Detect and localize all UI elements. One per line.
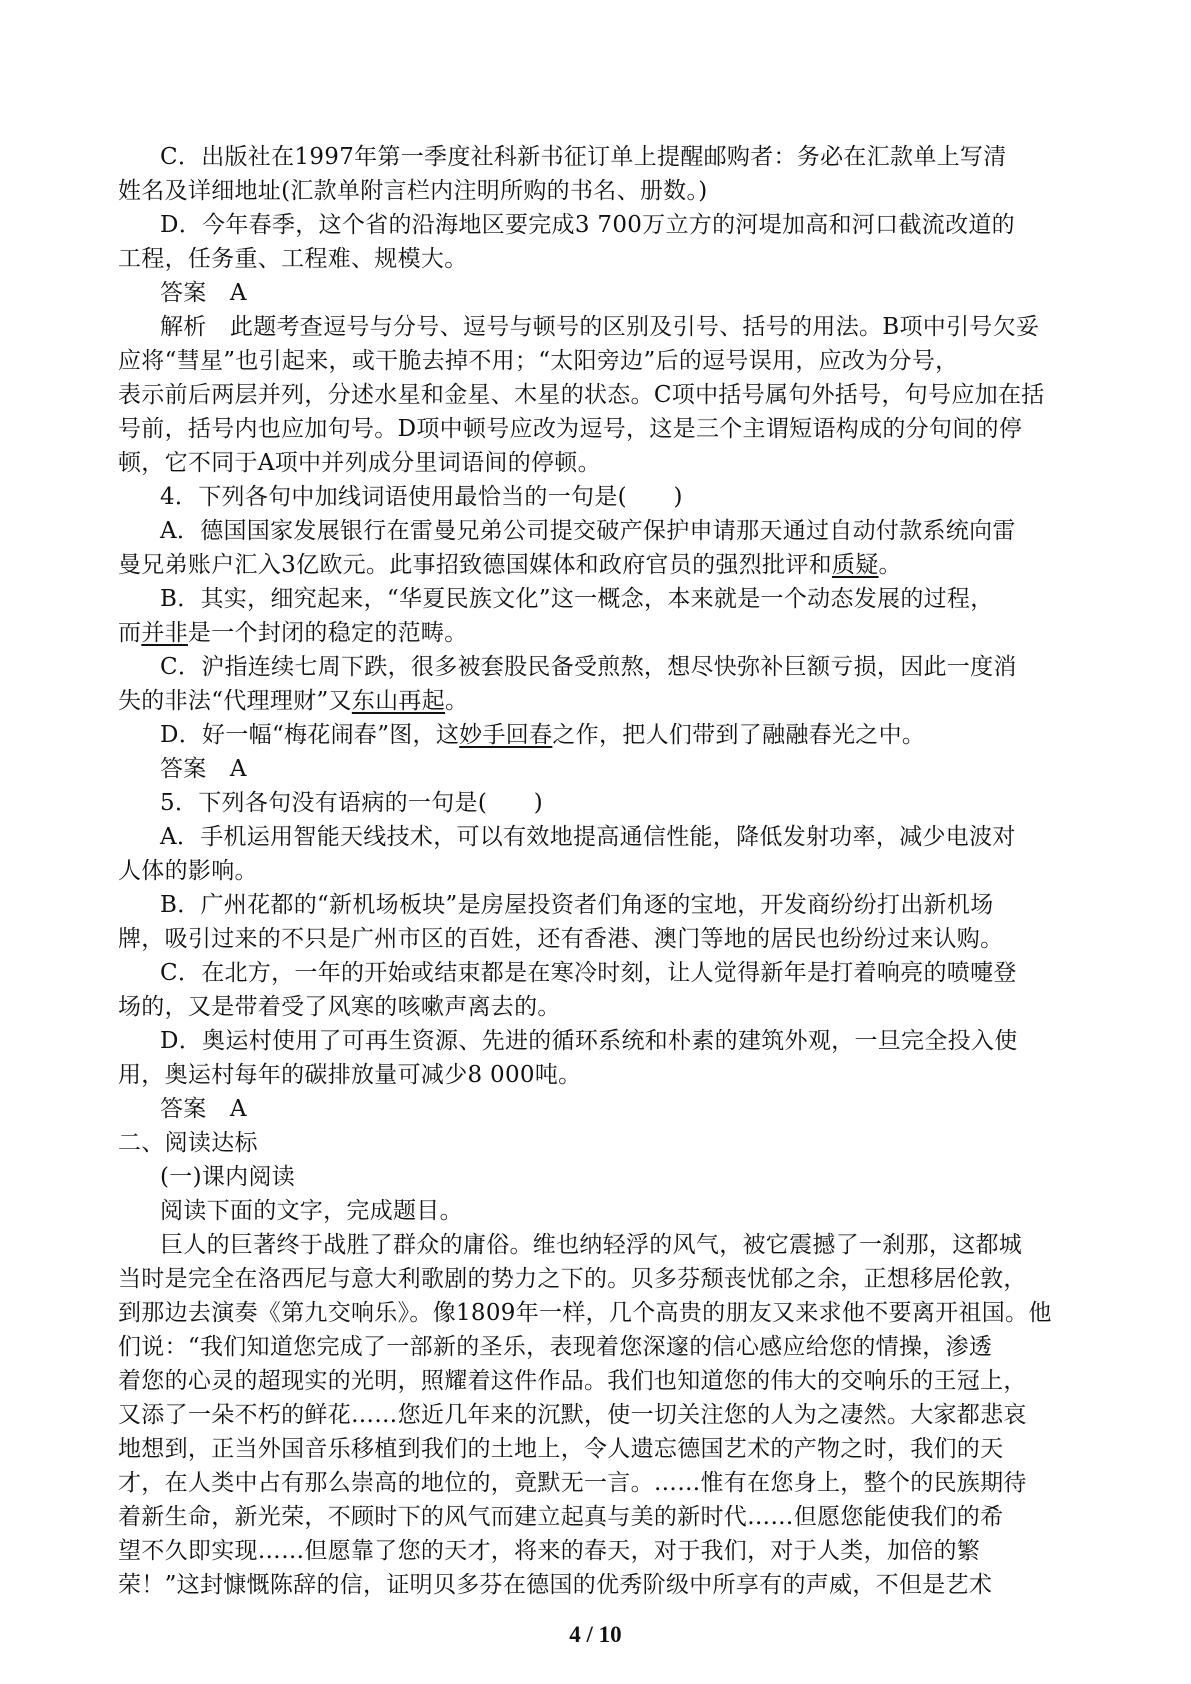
text-segment: 。 bbox=[445, 688, 469, 714]
analysis-continuation: 表示前后两层并列，分述水星和金星、木星的状态。C项中括号属句外括号，句号应加在括 bbox=[118, 382, 1045, 408]
passage-line: 地想到，正当外国音乐移植到我们的土地上，令人遗忘德国艺术的产物之时，我们的天 bbox=[118, 1436, 1004, 1462]
analysis-continuation: 应将“彗星”也引起来，或干脆去掉不用；“太阳旁边”后的逗号误用，应改为分号， bbox=[118, 348, 959, 374]
question-4-option-d bbox=[160, 718, 925, 752]
analysis-continuation: 号前，括号内也应加句号。D项中顿号应改为逗号，这是三个主谓短语构成的分句间的停 bbox=[118, 416, 1023, 442]
answer-line: 答案 A bbox=[160, 280, 247, 306]
question-5-stem: 5．下列各句没有语病的一句是( ) bbox=[160, 790, 543, 816]
underlined-word: 质疑 bbox=[831, 552, 879, 578]
passage-line: 巨人的巨著终于战胜了群众的庸俗。维也纳轻浮的风气，被它震撼了一刹那，这都城 bbox=[160, 1232, 1023, 1258]
question-5-option-a-continuation: 人体的影响。 bbox=[118, 858, 258, 884]
passage-line: 望不久即实现……但愿靠了您的天才，将来的春天，对于我们，对于人类，加倍的繁 bbox=[118, 1538, 981, 1564]
passage-line: 到那边去演奏《第九交响乐》。像1809年一样，几个高贵的朋友又来求他不要离开祖国。他 bbox=[118, 1300, 1052, 1326]
reading-instruction: 阅读下面的文字，完成题目。 bbox=[160, 1198, 463, 1224]
text-segment: 而 bbox=[118, 620, 142, 646]
answer-line: 答案 A bbox=[160, 756, 247, 782]
question-5-option-b-continuation: 牌，吸引过来的不只是广州市区的百姓，还有香港、澳门等地的居民也纷纷过来认购。 bbox=[118, 926, 1004, 952]
text-segment: 是一个封闭的稳定的范畴。 bbox=[187, 620, 468, 646]
question-5-option-b: B．广州花都的“新机场板块”是房屋投资者们角逐的宝地，开发商纷纷打出新机场 bbox=[160, 892, 994, 918]
underlined-word: 并非 bbox=[141, 620, 188, 646]
text-segment: D．好一幅“梅花闹春”图，这 bbox=[160, 722, 460, 748]
option-d-continuation: 工程，任务重、工程难、规模大。 bbox=[118, 246, 468, 272]
text-segment: 。 bbox=[878, 552, 902, 578]
option-d-line: D．今年春季，这个省的沿海地区要完成3 700万立方的河堤加高和河口截流改道的 bbox=[160, 212, 1015, 238]
passage-line: 荣！”这封慷慨陈辞的信，证明贝多芬在德国的优秀阶级中所享有的声威，不但是艺术 bbox=[118, 1572, 993, 1598]
option-c-line: C．出版社在1997年第一季度社科新书征订单上提醒邮购者：务必在汇款单上写清 bbox=[160, 144, 1007, 170]
page-number: 4 / 10 bbox=[569, 1622, 622, 1647]
passage-line: 着您的心灵的超现实的光明，照耀着这件作品。我们也知道您的伟大的交响乐的王冠上， bbox=[118, 1368, 1027, 1394]
question-5-option-d-continuation: 用，奥运村每年的碳排放量可减少8 000吨。 bbox=[118, 1062, 582, 1088]
analysis-continuation: 顿，它不同于A项中并列成分里词语间的停顿。 bbox=[118, 450, 601, 476]
passage-line: 才，在人类中占有那么崇高的地位的，竟默无一言。……惟有在您身上，整个的民族期待 bbox=[118, 1470, 1027, 1496]
question-5-option-d: D．奥运村使用了可再生资源、先进的循环系统和朴素的建筑外观，一旦完全投入使 bbox=[160, 1028, 1018, 1054]
question-5-option-c-continuation: 场的，又是带着受了风寒的咳嗽声离去的。 bbox=[118, 994, 561, 1020]
text-segment: 之作，把人们带到了融融春光之中。 bbox=[552, 722, 926, 748]
question-4-option-a-continuation bbox=[118, 548, 902, 582]
text-segment: 曼兄弟账户汇入3亿欧元。此事招致德国媒体和政府官员的强烈批评和 bbox=[118, 552, 832, 578]
passage-line: 们说：“我们知道您完成了一部新的圣乐，表现着您深邃的信心感应给您的情操，渗透 bbox=[118, 1334, 993, 1360]
option-c-continuation: 姓名及详细地址(汇款单附言栏内注明所购的书名、册数。) bbox=[118, 178, 708, 204]
subsection-heading: (一)课内阅读 bbox=[160, 1164, 296, 1190]
question-4-option-b: B．其实，细究起来，“华夏民族文化”这一概念，本来就是一个动态发展的过程， bbox=[160, 586, 994, 612]
question-4-option-b-continuation bbox=[118, 616, 468, 650]
underlined-word: 妙手回春 bbox=[459, 722, 553, 748]
passage-line: 当时是完全在洛西尼与意大利歌剧的势力之下的。贝多芬颓丧忧郁之余，正想移居伦敦， bbox=[118, 1266, 1027, 1292]
passage-line: 又添了一朵不朽的鲜花……您近几年来的沉默，使一切关注您的人为之凄然。大家都悲哀 bbox=[118, 1402, 1027, 1428]
answer-line: 答案 A bbox=[160, 1096, 247, 1122]
question-5-option-a: A．手机运用智能天线技术，可以有效地提高通信性能，降低发射功率，减少电波对 bbox=[160, 824, 1016, 850]
question-4-option-c-continuation bbox=[118, 684, 468, 718]
section-heading: 二、阅读达标 bbox=[118, 1130, 258, 1156]
question-5-option-c: C．在北方，一年的开始或结束都是在寒冷时刻，让人觉得新年是打着响亮的喷嚏登 bbox=[160, 960, 1017, 986]
underlined-word: 东山再起 bbox=[351, 688, 446, 714]
text-segment: 失的非法“代理理财”又 bbox=[118, 688, 352, 714]
question-4-option-c: C．沪指连续七周下跌，很多被套股民备受煎熬，想尽快弥补巨额亏损，因此一度消 bbox=[160, 654, 1017, 680]
question-4-stem: 4．下列各句中加线词语使用最恰当的一句是( ) bbox=[160, 484, 683, 510]
analysis-line: 解析 此题考查逗号与分号、逗号与顿号的区别及引号、括号的用法。B项中引号欠妥 bbox=[160, 314, 1040, 340]
passage-line: 着新生命，新光荣，不顾时下的风气而建立起真与美的新时代……但愿您能使我们的希 bbox=[118, 1504, 1004, 1530]
question-4-option-a: A．德国国家发展银行在雷曼兄弟公司提交破产保护申请那天通过自动付款系统向雷 bbox=[160, 518, 1016, 544]
